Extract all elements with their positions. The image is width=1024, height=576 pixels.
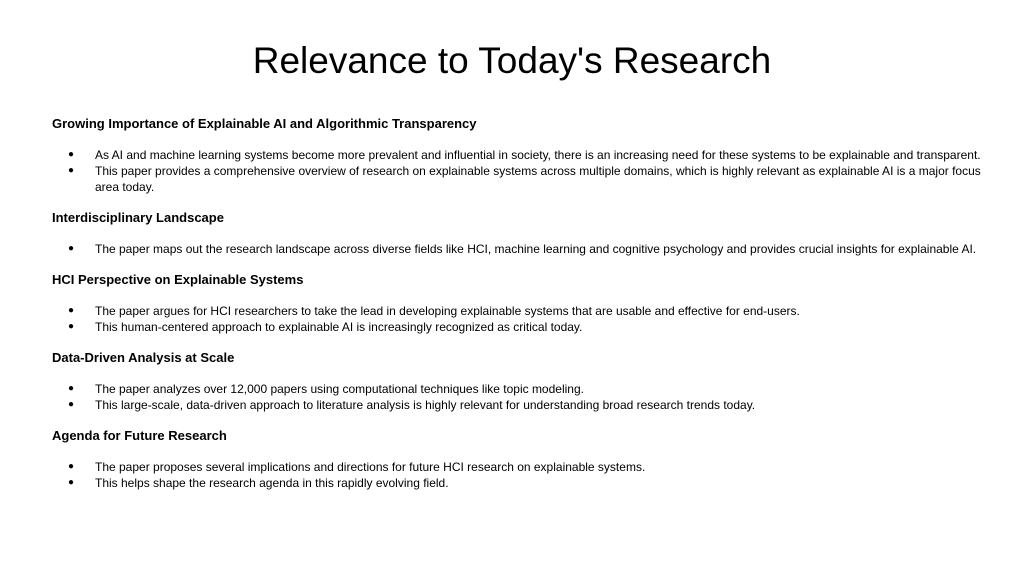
bullet-icon: ● — [68, 165, 75, 176]
bullet-item — [52, 475, 982, 491]
bullet-list — [52, 241, 982, 257]
bullet-text: This helps shape the research agenda in this rapidly evolving field. — [95, 476, 449, 490]
bullet-icon: ● — [68, 149, 75, 160]
bullet-item — [52, 303, 982, 319]
section-heading: Data-Driven Analysis at Scale — [52, 350, 235, 365]
section-future-agenda — [52, 428, 982, 491]
bullet-item — [52, 397, 982, 413]
bullet-item — [52, 163, 982, 195]
bullet-icon: ● — [68, 321, 75, 332]
section-heading: Agenda for Future Research — [52, 428, 227, 443]
bullet-text: As AI and machine learning systems become more prevalent and influential in society, there is an increasing need for these systems to be explainable and transparent. — [95, 148, 981, 162]
bullet-text: This large-scale, data-driven approach to literature analysis is highly relevant for understanding broad research trends today. — [95, 398, 756, 412]
section-data-driven — [52, 350, 982, 413]
bullet-text: The paper argues for HCI researchers to take the lead in developing explainable systems that are usable and effective for end-users. — [95, 304, 800, 318]
bullet-item — [52, 147, 982, 163]
bullet-text: The paper proposes several implications and directions for future HCI research on explainable systems. — [95, 460, 646, 474]
bullet-text: The paper maps out the research landscape across diverse fields like HCI, machine learning and cognitive psychology and provides crucial insights for explainable AI. — [95, 242, 977, 256]
section-heading: Interdisciplinary Landscape — [52, 210, 224, 225]
bullet-icon: ● — [68, 305, 75, 316]
bullet-icon: ● — [68, 399, 75, 410]
bullet-text: This human-centered approach to explainable AI is increasingly recognized as critical today. — [95, 320, 583, 334]
section-hci-perspective — [52, 272, 982, 335]
bullet-icon: ● — [68, 383, 75, 394]
section-heading: HCI Perspective on Explainable Systems — [52, 272, 304, 287]
section-heading: Growing Importance of Explainable AI and Algorithmic Transparency — [52, 116, 477, 131]
bullet-icon: ● — [68, 461, 75, 472]
bullet-item — [52, 319, 982, 335]
bullet-icon: ● — [68, 477, 75, 488]
section-interdisciplinary — [52, 210, 982, 257]
bullet-item — [52, 241, 982, 257]
bullet-item — [52, 381, 982, 397]
bullet-list — [52, 381, 982, 413]
bullet-text: This paper provides a comprehensive overview of research on explainable systems across multiple domains, which is highly relevant as explainable AI is a major focus area today. — [95, 164, 981, 194]
section-transparency — [52, 116, 982, 195]
bullet-icon: ● — [68, 243, 75, 254]
bullet-text: The paper analyzes over 12,000 papers using computational techniques like topic modeling. — [95, 382, 584, 396]
bullet-item — [52, 459, 982, 475]
slide-content — [52, 116, 982, 506]
slide-title: Relevance to Today's Research — [252, 40, 772, 81]
bullet-list — [52, 459, 982, 491]
bullet-list — [52, 303, 982, 335]
bullet-list — [52, 147, 982, 195]
